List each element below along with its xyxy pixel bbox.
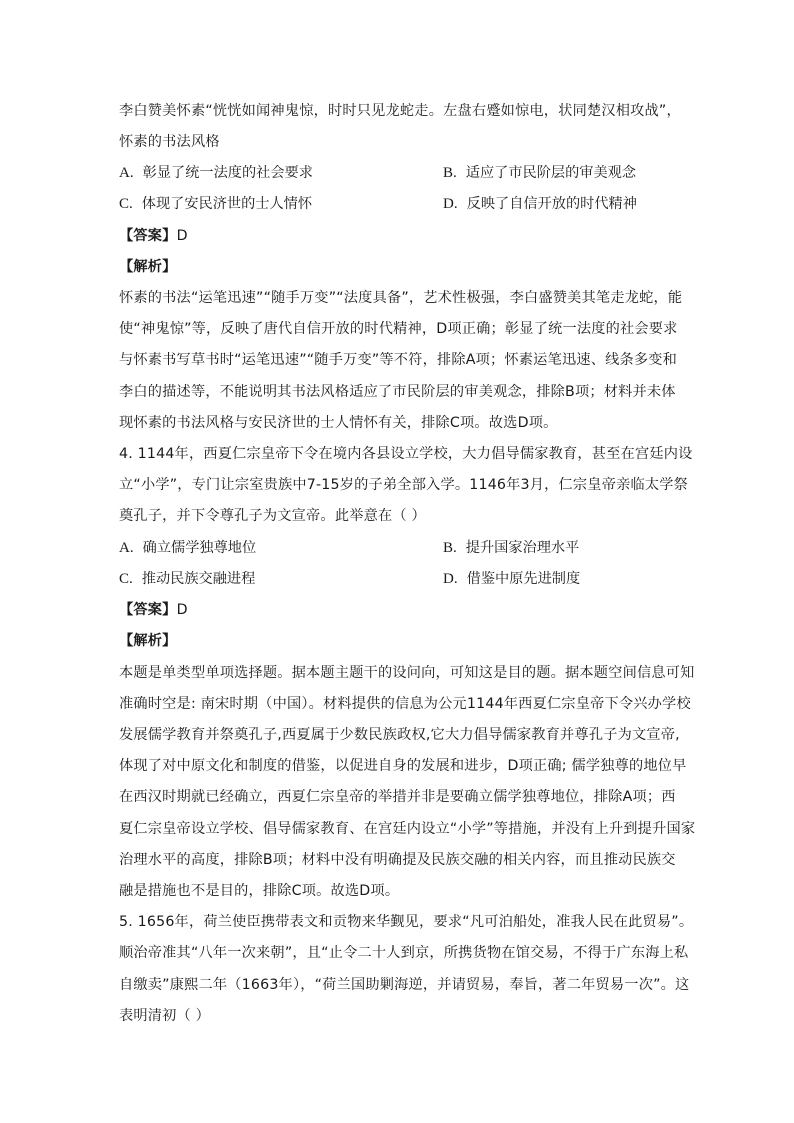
q4-stem-line-3: 奠孔子，并下令尊孔子为文宣帝。此举意在（ ） bbox=[119, 508, 426, 524]
q3-option-c bbox=[119, 194, 312, 214]
option-letter: B. bbox=[443, 540, 457, 556]
option-text: 彰显了统一法度的社会要求 bbox=[142, 165, 313, 181]
q4-analysis-line-5: 在西汉时期就已经确立，西夏仁宗皇帝的举措并非是要确立儒学独尊地位，排除A项；西 bbox=[119, 789, 676, 805]
q4-answer bbox=[119, 600, 188, 620]
q4-analysis-line-2: 准确时空是: 南宋时期（中国）。材料提供的信息为公元1144年西夏仁宗皇帝下令兴办学校 bbox=[119, 696, 691, 712]
option-letter: C. bbox=[119, 196, 133, 212]
option-letter: C. bbox=[119, 571, 133, 587]
q4-analysis-line-1: 本题是单类型单项选择题。据本题主题干的设问向，可知这是目的题。据本题空间信息可知 bbox=[119, 665, 695, 681]
option-text: 推动民族交融进程 bbox=[141, 571, 256, 587]
q3-answer bbox=[119, 226, 188, 246]
q4-option-a bbox=[119, 538, 256, 558]
q4-option-b bbox=[443, 538, 579, 558]
q5-stem-line-2: 顺治帝准其“八年一次来朝”，且“止令二十人到京，所携货物在馆交易，不得于广东海上私 bbox=[119, 945, 689, 961]
answer-value: D bbox=[176, 602, 188, 618]
q4-stem-line-1: 4. 1144年，西夏仁宗皇帝下令在境内各县设立学校，大力倡导儒家教育，甚至在宫廷内设 bbox=[119, 446, 693, 462]
q4-option-d bbox=[443, 569, 580, 589]
q4-analysis-line-8: 融是措施也不是目的，排除C项。故选D项。 bbox=[119, 883, 400, 899]
q3-stem-line-1: 李白赞美怀素“恍恍如闻神鬼惊，时时只见龙蛇走。左盘右蹙如惊电，状同楚汉相攻战”， bbox=[119, 103, 681, 119]
answer-value: D bbox=[176, 228, 188, 244]
q3-analysis-label: 【解析】 bbox=[119, 259, 177, 275]
q5-stem-line-3: 自缴卖”康熙二年（1663年），“荷兰国助剿海逆，并请贸易，奉旨，著二年贸易一次”。这 bbox=[119, 977, 690, 993]
option-text: 适应了市民阶层的审美观念 bbox=[465, 165, 637, 181]
option-letter: B. bbox=[443, 165, 457, 181]
q3-stem-line-2: 怀素的书法风格 bbox=[119, 134, 220, 150]
answer-label: 【答案】 bbox=[119, 602, 177, 618]
q5-stem-line-4: 表明清初（ ） bbox=[119, 1008, 211, 1024]
answer-label: 【答案】 bbox=[119, 228, 177, 244]
option-text: 确立儒学独尊地位 bbox=[142, 540, 257, 556]
option-letter: A. bbox=[119, 165, 134, 181]
q3-analysis-line-2: 使“神鬼惊”等，反映了唐代自信开放的时代精神，D项正确；彰显了统一法度的社会要求 bbox=[119, 321, 678, 337]
q3-analysis-line-4: 李白的描述等，不能说明其书法风格适应了市民阶层的审美观念，排除B项；材料并未体 bbox=[119, 384, 676, 400]
q3-option-a bbox=[119, 163, 313, 183]
option-letter: D. bbox=[443, 196, 458, 212]
option-letter: D. bbox=[443, 571, 458, 587]
option-text: 提升国家治理水平 bbox=[465, 540, 580, 556]
q4-analysis-line-4: 体现了对中原文化和制度的借鉴，以促进自身的发展和进步，D项正确; 儒学独尊的地位早 bbox=[119, 758, 687, 774]
q3-analysis-line-3: 与怀素书写草书时“运笔迅速”“随手万变”等不符，排除A项；怀素运笔迅速、线条多变和 bbox=[119, 352, 678, 368]
q3-option-d bbox=[443, 194, 637, 214]
q4-analysis-line-6: 夏仁宗皇帝设立学校、倡导儒家教育、在宫廷内设立“小学”等措施，并没有上升到提升国家 bbox=[119, 821, 696, 837]
q3-analysis-line-5: 现怀素的书法风格与安民济世的士人情怀有关，排除C项。故选D项。 bbox=[119, 415, 558, 431]
q3-option-b bbox=[443, 163, 636, 183]
q4-analysis-line-7: 治理水平的高度，排除B项；材料中没有明确提及民族交融的相关内容，而且推动民族交 bbox=[119, 852, 676, 868]
q4-stem-line-2: 立“小学”，专门让宗室贵族中7-15岁的子弟全部入学。1146年3月，仁宗皇帝亲临太学祭 bbox=[119, 477, 689, 493]
q4-analysis-line-3: 发展儒学教育并祭奠孔子,西夏属于少数民族政权,它大力倡导儒家教育并尊孔子为文宣帝, bbox=[119, 727, 680, 743]
option-text: 反映了自信开放的时代精神 bbox=[466, 196, 637, 212]
q4-option-c bbox=[119, 569, 255, 589]
q4-analysis-label: 【解析】 bbox=[119, 633, 177, 649]
option-text: 借鉴中原先进制度 bbox=[466, 571, 581, 587]
q3-analysis-line-1: 怀素的书法“运笔迅速”“随手万变”“法度具备”，艺术性极强，李白盛赞美其笔走龙蛇，能 bbox=[119, 290, 683, 306]
option-letter: A. bbox=[119, 540, 134, 556]
q5-stem-line-1: 5. 1656年，荷兰使臣携带表文和贡物来华觐见，要求“凡可泊船处，准我人民在此贸易”。 bbox=[119, 914, 694, 930]
option-text: 体现了安民济世的士人情怀 bbox=[141, 196, 313, 212]
